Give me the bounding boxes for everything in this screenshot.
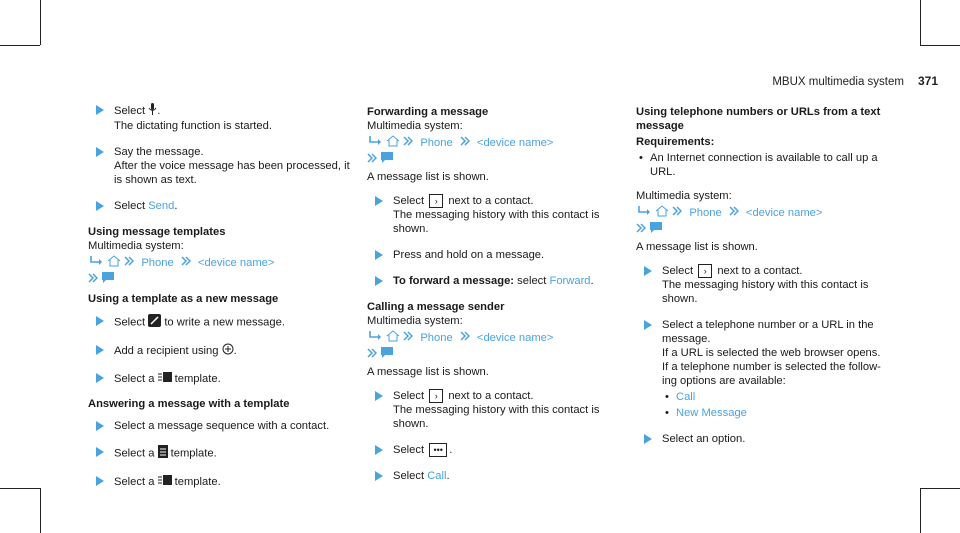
requirements-heading: Requirements: [636,136,715,148]
step-arrow-icon [375,250,383,260]
template-icon[interactable] [158,474,172,490]
chevron-right-icon[interactable]: › [429,389,443,403]
crop-mark [40,0,41,45]
new-message-option-link[interactable]: New Message [676,407,747,420]
list-item [662,390,898,404]
crop-mark [0,488,40,489]
double-chevron-icon [460,136,470,150]
call-option-link[interactable]: Call [676,391,696,404]
list-item: • An Internet connection is available to call up a URL. [636,151,898,179]
step: Select ••• . [367,443,622,457]
double-chevron-icon [636,223,646,237]
menu-path: Phone <device name> [636,205,898,238]
step-arrow-icon [644,434,652,444]
header-title: MBUX multimedia system [772,76,904,88]
step: Select an option. [636,432,898,446]
turn-arrow-icon [636,206,652,220]
step: Select › next to a contact. The messaging history with this contact is shown. [367,194,622,236]
double-chevron-icon [403,136,413,150]
crop-mark [920,488,960,489]
step-arrow-icon [375,391,383,401]
step-arrow-icon [96,316,104,326]
step: Select Call. [367,469,622,483]
step-arrow-icon [96,105,104,115]
step-arrow-icon [375,276,383,286]
column-3: Using telephone numbers or URLs from a text message Requirements: • An Internet connection is available to call up a URL. Multimedia system: Phone <device name> A message list is shown. Select › next to a contact. The messaging history with this contact is shown. Select a telephone number or a URL in the message. If a URL is selected the web browser opens. If a telephone number is selected the follow- ing options are available: • Call • New Message Select an option. [636,103,898,458]
more-options-icon[interactable]: ••• [429,443,447,457]
step-arrow-icon [96,345,104,355]
double-chevron-icon [181,256,191,270]
step: Select a message sequence with a contact. [88,419,353,433]
send-link[interactable]: Send [148,200,175,212]
page-number: 371 [917,74,938,88]
section-heading: Forwarding a message [367,106,489,118]
step-arrow-icon [96,373,104,383]
call-link[interactable]: Call [427,470,447,483]
message-icon[interactable] [380,346,394,363]
column-1: Select . The dictating function is started. Say the message. After the voice message has been processed, it is shown as text. Select Send. Using message templates Multimedia system: Phone <device name> Using a template as a new message Select to write a new message. Add a recipient using . Select a template. Answering a message with a template Select a message sequence with a contact. Select a template. Select a template. [88,103,353,502]
step: Select › next to a contact. The messaging history with this contact is shown. [367,389,622,431]
crop-mark [0,45,40,46]
crop-mark [40,488,41,533]
double-chevron-icon [124,256,134,270]
new-message-icon[interactable] [148,314,161,331]
column-2: Forwarding a message Multimedia system: Phone <device name> A message list is shown. Select › next to a contact. The messaging history with this contact is shown. Press and hold on a message. To forward a message: select Forward. Calling a message sender Multimedia system: Phone <device name> A message list is shown. Select › next to a contact. The messaging history with this contact is shown. Select ••• . Select Call. [367,103,622,495]
chevron-right-icon[interactable]: › [429,194,443,208]
step: Select a template. [88,445,353,462]
turn-arrow-icon [367,331,383,345]
step: Select › next to a contact. The messaging history with this contact is shown. [636,264,898,306]
home-icon[interactable] [386,135,400,151]
step: Select to write a new message. [88,314,353,331]
home-icon[interactable] [655,205,669,221]
menu-path: Phone <device name> [367,135,622,168]
step: Say the message. After the voice message has been processed, it is shown as text. [88,145,353,187]
home-icon[interactable] [386,330,400,346]
list-item [662,406,898,420]
step: Add a recipient using . [88,343,353,359]
turn-arrow-icon [367,136,383,150]
double-chevron-icon [367,348,377,362]
chevron-right-icon[interactable]: › [698,264,712,278]
step: Select . The dictating function is started. [88,103,353,133]
message-icon[interactable] [380,151,394,168]
document-template-icon[interactable] [158,445,168,462]
double-chevron-icon [403,331,413,345]
step-arrow-icon [96,421,104,431]
section-heading: Using telephone numbers or URLs from a text message [636,106,881,132]
microphone-icon[interactable] [148,103,157,119]
double-chevron-icon [672,206,682,220]
step-arrow-icon [96,201,104,211]
step: Select a template. [88,474,353,490]
step: Press and hold on a message. [367,248,622,262]
step-arrow-icon [644,266,652,276]
turn-arrow-icon [88,256,104,270]
crop-mark [920,0,921,45]
step-arrow-icon [375,445,383,455]
home-icon[interactable] [107,255,121,271]
section-heading: Calling a message sender [367,301,505,314]
menu-path: Phone <device name> [367,330,622,363]
section-heading: Using message templates [88,226,226,238]
page-header [772,74,938,88]
step-arrow-icon [96,476,104,486]
step: Select a telephone number or a URL in the message. If a URL is selected the web browser opens. If a telephone number is selected the follow- ing options are available: • Call • New Message [636,318,898,420]
crop-mark [920,45,960,46]
double-chevron-icon [88,273,98,287]
crop-mark [920,488,921,533]
double-chevron-icon [729,206,739,220]
add-circle-icon[interactable] [222,343,234,359]
message-icon[interactable] [101,271,115,288]
forward-link[interactable]: Forward [549,275,591,288]
step-arrow-icon [96,147,104,157]
step: To forward a message: select Forward. [367,274,622,288]
template-icon[interactable] [158,371,172,387]
step: Select a template. [88,371,353,387]
step-arrow-icon [96,447,104,457]
step: Select Send. [88,199,353,213]
step-arrow-icon [375,196,383,206]
message-icon[interactable] [649,221,663,238]
section-heading: Using a template as a new message [88,293,279,305]
double-chevron-icon [367,153,377,167]
step-arrow-icon [375,471,383,481]
step-arrow-icon [644,320,652,330]
double-chevron-icon [460,331,470,345]
menu-path: Phone <device name> [88,255,353,288]
section-heading: Answering a message with a template [88,398,290,410]
